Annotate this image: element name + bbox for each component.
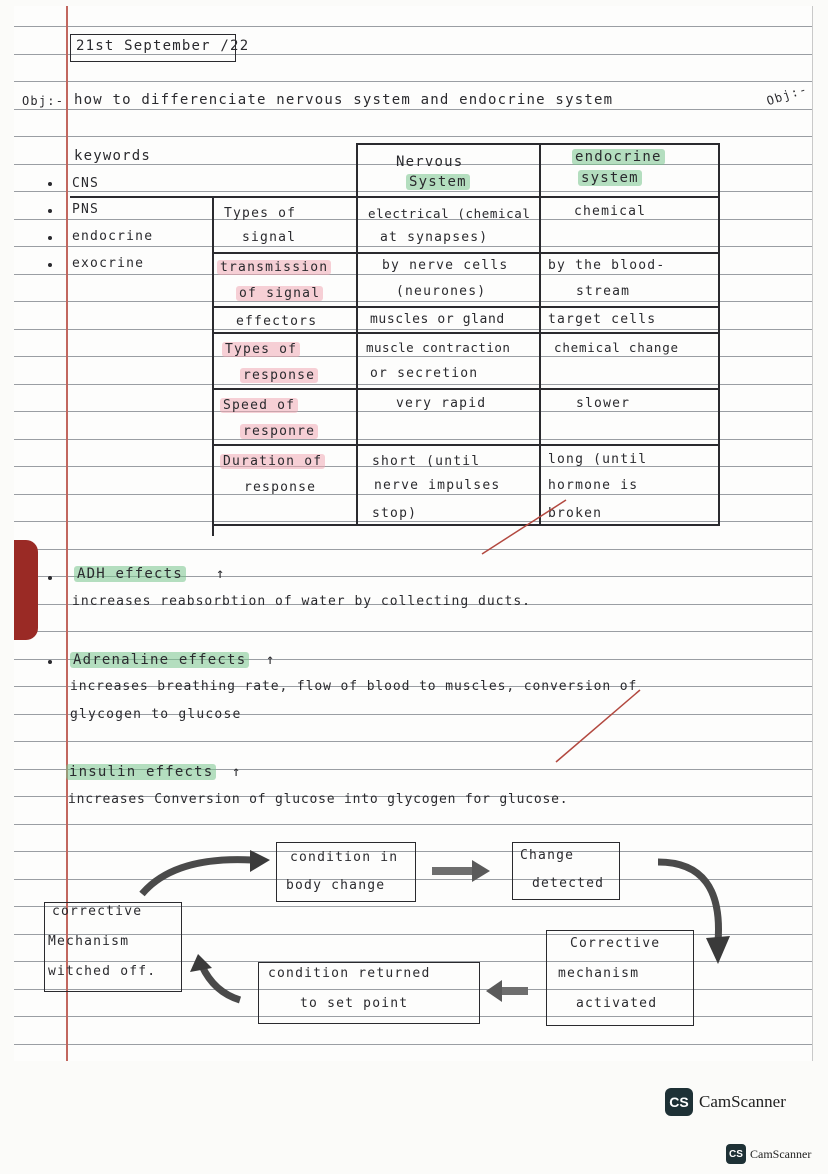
endocrine-cell: stream — [576, 284, 631, 299]
ruled-line — [14, 411, 812, 412]
mechanism-activated-line3: activated — [576, 996, 658, 1011]
row-label: transmission — [217, 260, 331, 275]
ruled-line — [14, 109, 812, 110]
ruled-line — [14, 741, 812, 742]
ruled-line — [14, 521, 812, 522]
keyword-item: CNS — [72, 176, 100, 191]
adrenaline-body-line1: increases breathing rate, flow of blood to muscles, conversion of — [70, 679, 638, 694]
nervous-cell: short (until — [372, 454, 481, 469]
mechanism-off-line2: Mechanism — [48, 934, 130, 949]
condition-change-line1: condition in — [290, 850, 399, 865]
bullet — [48, 576, 52, 580]
ruled-line — [14, 274, 812, 275]
pen-stroke — [480, 496, 570, 558]
adh-body: increases reabsorbtion of water by collecting ducts. — [72, 594, 531, 609]
keyword-item: endocrine — [72, 229, 154, 244]
col-endocrine-line1: endocrine — [572, 149, 665, 165]
condition-returned-line1: condition returned — [268, 966, 431, 981]
endocrine-cell: by the blood- — [548, 258, 666, 273]
notebook-page — [14, 6, 813, 1061]
objective-text: how to differenciate nervous system and endocrine system — [74, 92, 614, 108]
camscanner-logo-icon: CS — [665, 1088, 693, 1116]
row-label: Types of — [224, 206, 297, 221]
adrenaline-body-line2: glycogen to glucose — [70, 707, 242, 722]
ruled-line — [14, 26, 812, 27]
nervous-cell: (neurones) — [396, 284, 487, 299]
adh-heading: ADH effects — [74, 566, 186, 582]
endocrine-cell: broken — [548, 506, 603, 521]
ruled-line — [14, 384, 812, 385]
curved-arrow-icon — [654, 852, 734, 968]
mechanism-activated-line1: Corrective — [570, 936, 661, 951]
arrow-up-icon: ↑ — [216, 566, 226, 582]
row-label: effectors — [236, 314, 318, 329]
camscanner-brand: CamScanner — [750, 1146, 812, 1161]
ruled-line — [14, 301, 812, 302]
col-nervous-line2: System — [406, 174, 470, 190]
ruled-line — [14, 549, 812, 550]
nervous-cell: muscle contraction — [366, 340, 511, 355]
mechanism-activated-line2: mechanism — [558, 966, 640, 981]
keywords-title: keywords — [74, 148, 152, 164]
row-label: Duration of — [220, 454, 325, 469]
nervous-cell: nerve impulses — [374, 478, 501, 493]
bullet — [48, 182, 52, 186]
ruled-line — [14, 631, 812, 632]
row-label: responre — [240, 424, 318, 439]
camscanner-brand: CamScanner — [699, 1092, 786, 1111]
endocrine-cell: target cells — [548, 312, 657, 327]
condition-change-line2: body change — [286, 878, 386, 893]
ruled-line — [14, 1044, 812, 1045]
endocrine-cell: chemical — [574, 204, 647, 219]
curved-arrow-icon — [134, 844, 274, 900]
col-endocrine-line2: system — [578, 170, 642, 186]
objective-side-label: Obj:- — [764, 81, 810, 109]
objective-label: Obj:- — [22, 94, 65, 108]
nervous-cell: muscles or gland — [370, 312, 505, 327]
row-label: of signal — [236, 286, 323, 301]
pen-stroke — [554, 686, 644, 766]
ruled-line — [14, 824, 812, 825]
arrow-up-icon: ↑ — [232, 764, 242, 780]
nervous-cell: electrical (chemical — [368, 206, 531, 221]
camscanner-watermark-small — [726, 1144, 811, 1164]
row-label: Speed of — [220, 398, 298, 413]
camscanner-watermark — [665, 1088, 786, 1116]
row-label: response — [244, 480, 317, 495]
col-nervous-line1: Nervous — [396, 154, 464, 170]
curved-arrow-icon — [184, 952, 246, 1006]
arrow-left-icon — [484, 978, 530, 1004]
ruled-line — [14, 191, 812, 192]
nervous-cell: stop) — [372, 506, 418, 521]
bullet — [48, 209, 52, 213]
condition-returned-line2: to set point — [300, 996, 409, 1011]
nervous-cell: or secretion — [370, 366, 479, 381]
endocrine-cell: slower — [576, 396, 631, 411]
keyword-item: exocrine — [72, 256, 145, 271]
ruled-line — [14, 494, 812, 495]
bullet — [48, 236, 52, 240]
notebook-tab — [14, 540, 38, 640]
mechanism-off-line1: corrective — [52, 904, 143, 919]
camscanner-logo-icon: CS — [726, 1144, 746, 1164]
bullet — [48, 660, 52, 664]
ruled-line — [14, 246, 812, 247]
row-label: signal — [242, 230, 297, 245]
row-label: response — [240, 368, 318, 383]
row-label: Types of — [222, 342, 300, 357]
endocrine-cell: chemical change — [554, 340, 679, 355]
nervous-cell: by nerve cells — [382, 258, 509, 273]
change-detected-line1: Change — [520, 848, 575, 863]
arrow-right-icon — [430, 858, 492, 884]
nervous-cell: at synapses) — [380, 230, 489, 245]
bullet — [48, 263, 52, 267]
endocrine-cell: long (until — [548, 452, 648, 467]
ruled-line — [14, 81, 812, 82]
insulin-body: increases Conversion of glucose into glycogen for glucose. — [68, 792, 569, 807]
ruled-line — [14, 136, 812, 137]
date-text: 21st September /22 — [76, 38, 250, 54]
insulin-heading: insulin effects — [66, 764, 216, 780]
ruled-line — [14, 439, 812, 440]
nervous-cell: very rapid — [396, 396, 487, 411]
ruled-line — [14, 329, 812, 330]
arrow-up-icon: ↑ — [266, 652, 276, 668]
endocrine-cell: hormone is — [548, 478, 639, 493]
mechanism-off-line3: witched off. — [48, 964, 157, 979]
adrenaline-heading: Adrenaline effects — [70, 652, 249, 668]
keyword-item: PNS — [72, 202, 100, 217]
ruled-line — [14, 356, 812, 357]
change-detected-line2: detected — [532, 876, 605, 891]
